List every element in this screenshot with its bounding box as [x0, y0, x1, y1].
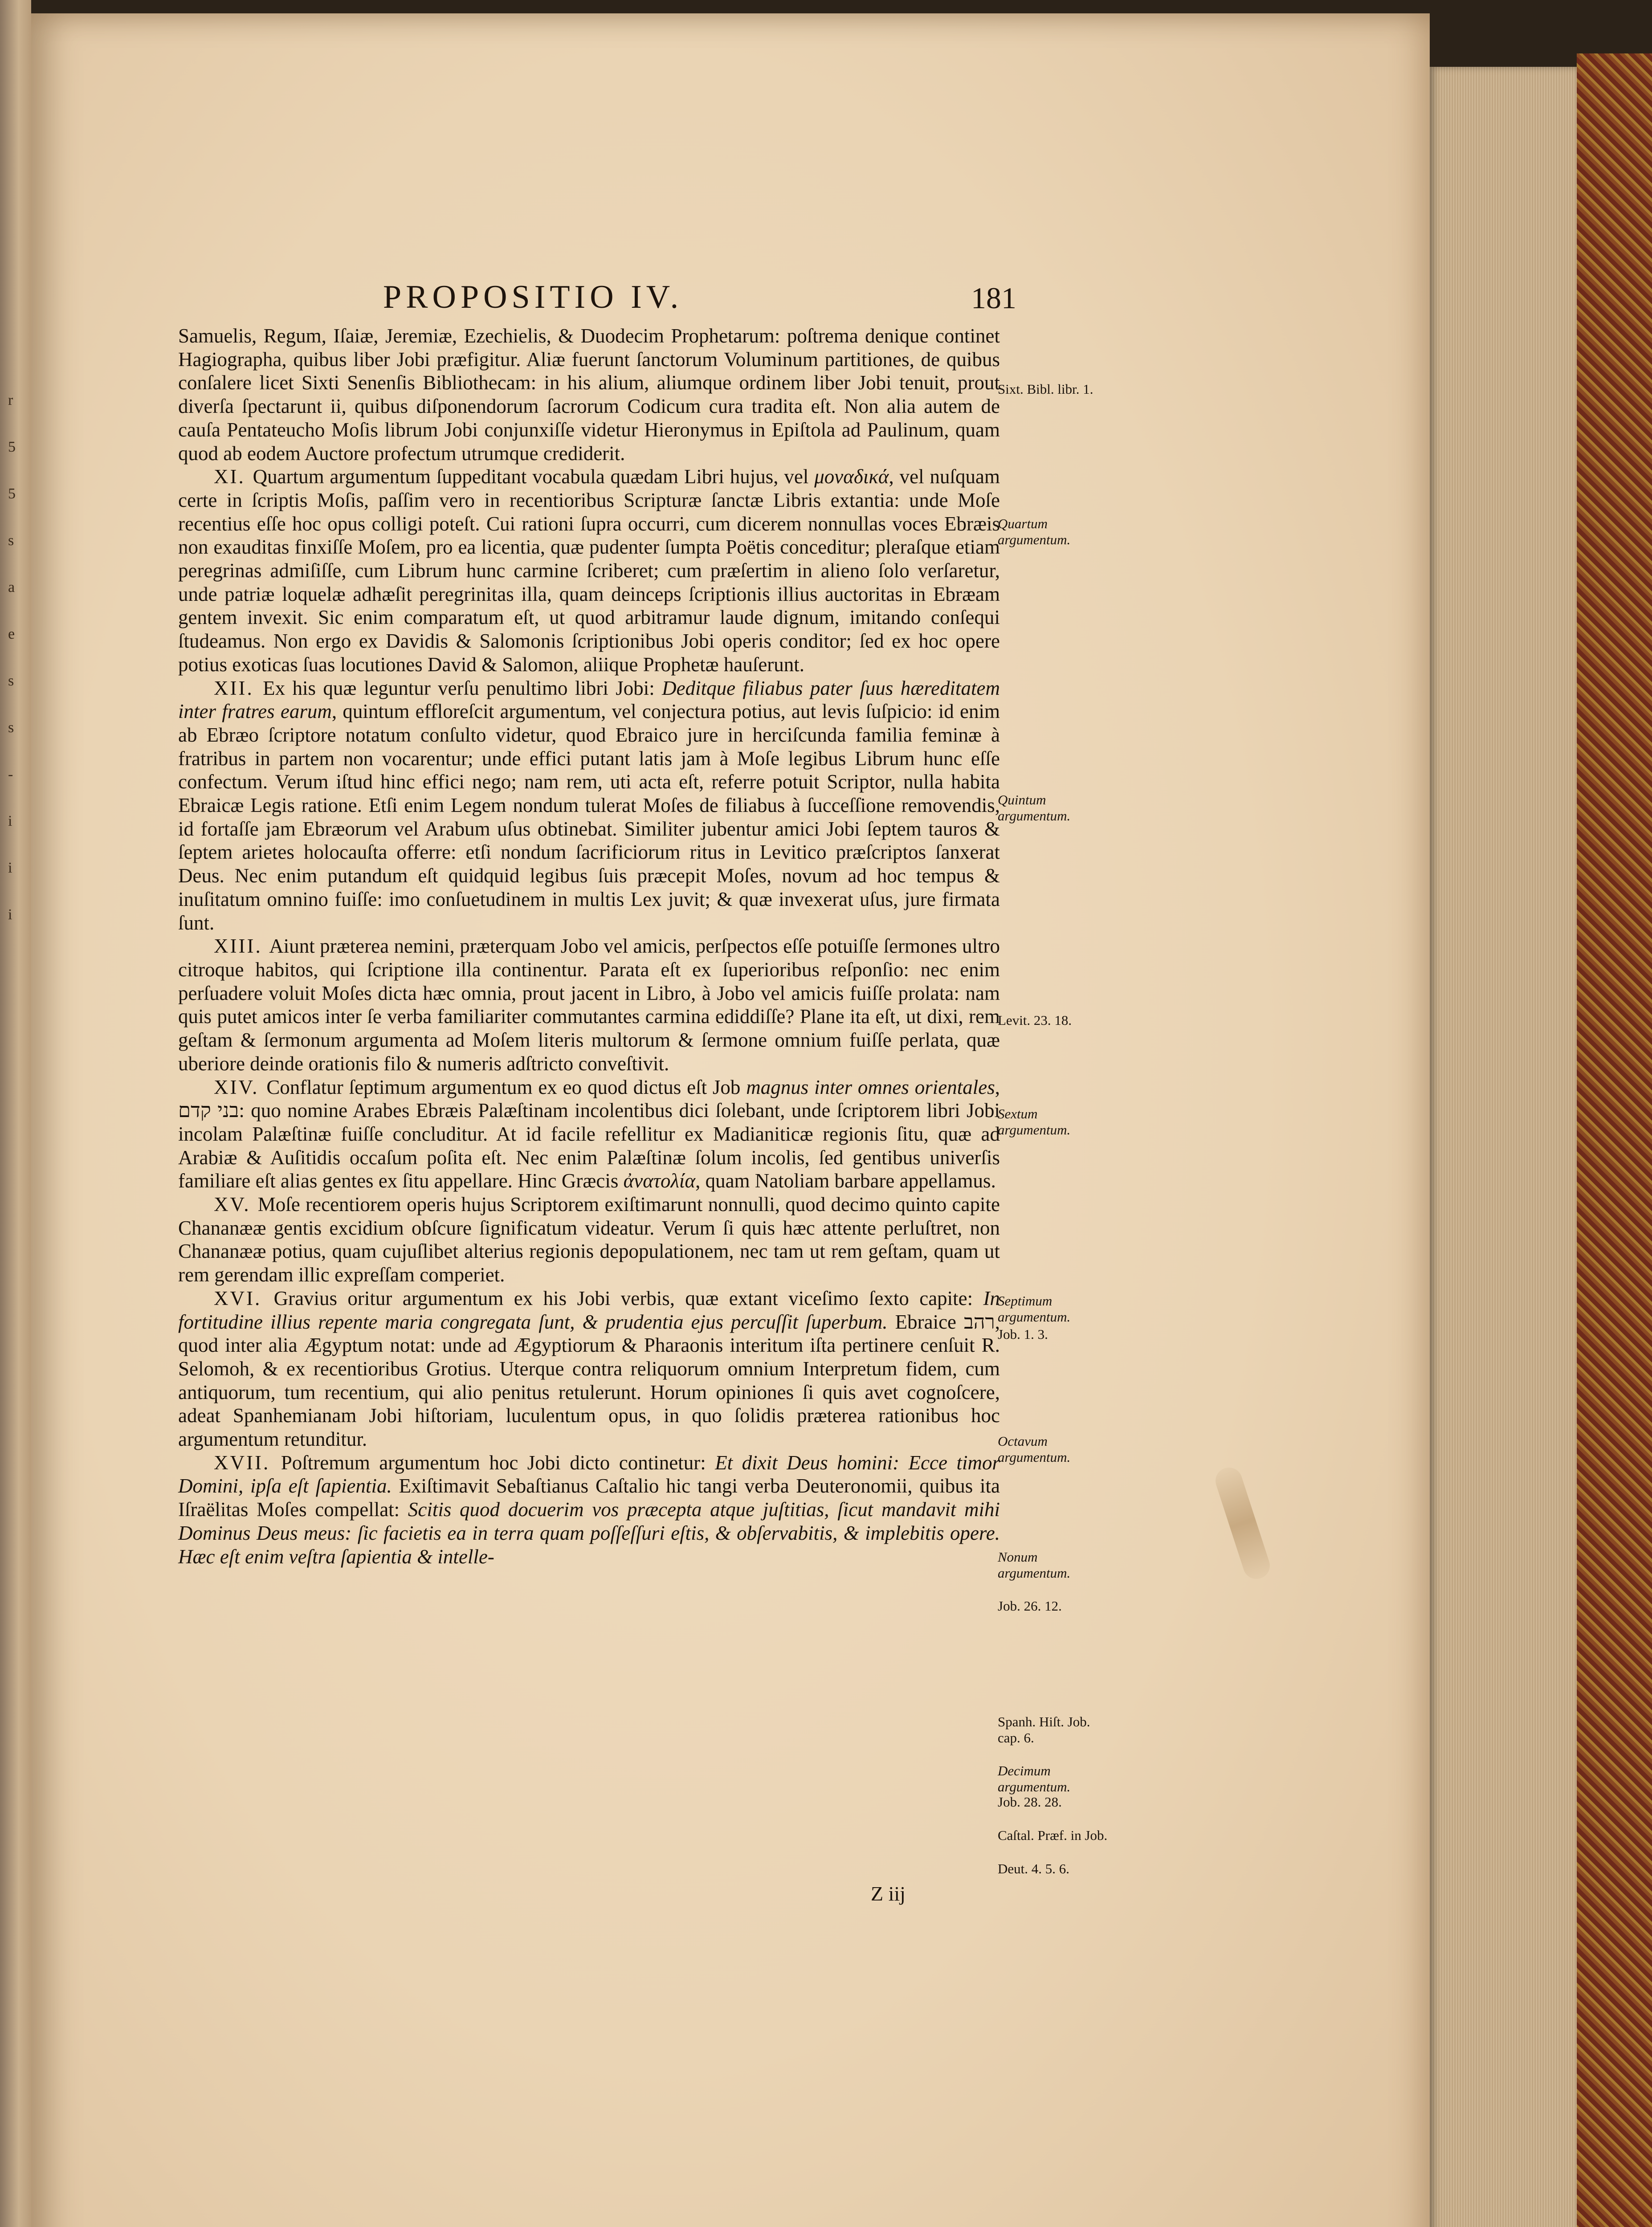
text-run: Moſe recentiorem operis hujus Scriptorem exiſtimarunt nonnulli, quod decimo quinto capite Chananææ gentis excidium obſcure ſignificatum videatur. Verum ſi quis hæc attente perluſtret, non Chananææ potius, quam cujuſlibet alterius regionis depopulationem, nec tam ut rem geſtam, quam ut rem gerendam illic expreſſam comperiet.: [178, 1193, 1000, 1286]
margin-note: [998, 1763, 1114, 1795]
margin-note-text: Sixt. Bibl. libr. 1.: [998, 381, 1093, 397]
margin-note: [998, 1714, 1114, 1746]
paragraph: [178, 465, 1000, 676]
paragraph: [178, 324, 1000, 465]
margin-note: [998, 1106, 1114, 1138]
margin-note: [998, 1827, 1114, 1844]
left-page-fragment: r: [8, 392, 13, 408]
left-page-fragment: -: [8, 766, 13, 783]
left-page-fragment: 5: [8, 485, 16, 502]
page-number: 181: [971, 281, 1016, 315]
margin-note: [998, 792, 1114, 824]
book-edge: [1430, 67, 1577, 2227]
paragraph-number: XII.: [214, 677, 263, 699]
margin-note-text: Job. 26. 12.: [998, 1598, 1062, 1614]
margin-note: [998, 1549, 1114, 1581]
paragraph-number: XV.: [214, 1193, 258, 1216]
margin-note-text: Quartum argumentum.: [998, 516, 1071, 547]
text-run: , quintum effloreſcit argumentum, vel conjectura potius, aut levis ſuſpicio: id enim ab Ebræo ſcriptore notatum conſulto videtur, quod Ebraico jure in herciſcunda familia feminæ à fratribus in partem non vocarentur; unde effici putant latis jam à Moſe legibus Librum hunc eſſe confectum. Verum iſtud hinc effici nego; nam rem, uti acta eſt, referre potuit Scriptor, nulla habita Ebraicæ Legis ratione. Etſi enim Legem nondum tulerat Moſes de filiabus à ſucceſſione removendis, id fortaſſe jam Ebræorum vel Arabum uſus obtinebat. Similiter jubentur amici Jobi ſeptem tauros & ſeptem arietes holocauſta offerre: etſi nondum ſacrificiorum ritus in Levitico præſcriptos ſanxerat Deus. Nec enim putandum eſt quidquid legibus ſuis præcepit Moſes, novum ad hoc tempus & inuſitatum omnino fuiſſe: imo conſuetudinem in multis Lex juvit; & quæ invexerat uſus, jure firmata ſunt.: [178, 700, 1000, 934]
margin-note: [998, 516, 1114, 548]
margin-note-text: Levit. 23. 18.: [998, 1012, 1072, 1028]
margin-note-text: Octavum argumentum.: [998, 1433, 1071, 1465]
left-page-fragment: s: [8, 532, 14, 549]
margin-note-text: Septimum argumentum.: [998, 1293, 1071, 1325]
body-text: [178, 324, 1000, 1568]
paragraph: [178, 1193, 1000, 1287]
margin-note: [998, 1433, 1114, 1465]
paragraph-number: XIII.: [214, 935, 269, 958]
text-run: Conflatur ſeptimum argumentum ex eo quod dictus eſt Job: [266, 1076, 746, 1098]
text-run: Exiſtimavit Sebaſtianus Caſtalio hic tangi verba Deuteronomii, quibus ita Iſraëlitas Moſes compellat:: [178, 1475, 1000, 1521]
running-head: PROPOSITIO IV.: [383, 279, 683, 315]
text-run: Quartum argumentum ſuppeditant vocabula quædam Libri hujus, vel: [253, 465, 815, 488]
margin-note-text: Sextum argumentum.: [998, 1106, 1071, 1138]
margin-note-text: Job. 28. 28.: [998, 1794, 1062, 1810]
left-page-fragment: 5: [8, 439, 16, 455]
signature-mark: Z iij: [871, 1882, 906, 1905]
left-page-fragment: i: [8, 813, 12, 829]
italic-text: In fortitudine illius repente maria congregata ſunt, & prudentia ejus percuſſit ſuperbum.: [178, 1287, 1000, 1333]
margin-note-text: Nonum argumentum.: [998, 1549, 1071, 1581]
margin-note-text: Caſtal. Præf. in Job.: [998, 1827, 1108, 1843]
margin-note: [998, 1794, 1114, 1810]
margin-note: [998, 1598, 1114, 1614]
paragraph: [178, 1287, 1000, 1451]
margin-note-text: Spanh. Hiſt. Job. cap. 6.: [998, 1714, 1090, 1746]
text-run: , quam Natoliam barbare appellamus.: [695, 1170, 996, 1192]
italic-text: ἀνατολία: [623, 1170, 696, 1192]
text-run: , vel nuſquam certe in ſcriptis Moſis, paſſim vero in recentioribus Scripturæ ſanctæ Libris extantia: unde Moſe recentius eſſe hoc opus colligi poteſt. Cui rationi ſupra occurri, cum dicerem nonnullas voces Ebræis non exauditas finxiſſe Moſem, pro ea licentia, quæ pudenter ſumpta Poëtis conceditur; pleraſque etiam peregrinas admiſiſſe, cum Librum hunc carmine ſcriberet; cum præſertim in alieno ſolo verſaretur, unde patriæ loquelæ adhæſit peregrinitas illa, quam deinceps ſcriptionis illius auctoritas in Ebræam gentem invexit. Sic enim comparatum eſt, ut quod arbitramur laude dignum, imitando conſequi ſtudeamus. Non ergo ex Davidis & Salomonis ſcriptionibus Jobi operis conditor; ſed ex hoc opere potius exoticas ſuas locutiones David & Salomon, aliique Prophetæ hauſerunt.: [178, 465, 1000, 676]
paragraph-number: XI.: [214, 465, 253, 488]
text-run: Samuelis, Regum, Iſaiæ, Jeremiæ, Ezechielis, & Duodecim Prophetarum: poſtrema denique continet Hagiographa, quibus liber Jobi præfigitur. Aliæ fuerunt ſanctorum Voluminum partitiones, de quibus conſalere licet Sixti Senenſis Bibliothecam: in his alium, aliumque ordinem liber Jobi tenuit, prout diverſa ſpectarunt ii, quibus diſponendorum ſacrorum Codicum cura tradita eſt. Non alia autem de cauſa Pentateucho Moſis librum Jobi conjunxiſſe videtur Hieronymus in Epiſtola ad Paulinum, quam quod ab eodem Auctore profectum utrumque crediderit.: [178, 325, 1000, 465]
margin-note: [998, 1861, 1114, 1877]
italic-text: μοναδικά: [814, 465, 889, 488]
margin-note-text: Quintum argumentum.: [998, 792, 1071, 824]
margin-note-text: Decimum argumentum.: [998, 1763, 1071, 1795]
left-page-fragment: e: [8, 626, 15, 642]
margin-note-text: Deut. 4. 5. 6.: [998, 1861, 1070, 1876]
paragraph-number: XIV.: [214, 1076, 267, 1098]
paragraph: [178, 934, 1000, 1075]
text-run: , בני קדם: quo nomine Arabes Ebræis Palæſtinam incolentibus dici ſolebant, unde ſcriptorem libri Jobi incolam Palæſtinæ fuiſſe concluditur. At id facile refellitur ex Madianiticæ regionis ſitu, quæ ad Arabiæ & Auſitidis occaſum poſita eſt. Nec enim Palæſtinæ ſolum incolis, ſed gentibus univerſis familiare eſt alias gentes ex ſitu appellare. Hinc Græcis: [178, 1076, 1000, 1192]
italic-text: Scitis quod docuerim vos præcepta atque juſtitias, ſicut mandavit mihi Dominus Deus meus: ſic facietis ea in terra quam poſſeſſuri eſtis, & obſervabitis, & implebitis opere. Hæc eſt enim veſtra ſapientia & intelle-: [178, 1498, 1000, 1568]
italic-text: Deditque filiabus pater ſuus hæreditatem inter fratres earum: [178, 677, 1000, 723]
left-page-fragment: i: [8, 860, 12, 876]
margin-note-text: Job. 1. 3.: [998, 1326, 1048, 1342]
text-run: Ex his quæ leguntur verſu penultimo libri Jobi:: [263, 677, 662, 699]
margin-note: [998, 381, 1114, 397]
left-page-edge: [0, 0, 31, 2227]
italic-text: Et dixit Deus homini: Ecce timor Domini, ipſa eſt ſapientia.: [178, 1451, 1000, 1497]
text-run: Aiunt præterea nemini, præterquam Jobo vel amicis, perſpectos eſſe potuiſſe ſermones ultro citroque habitos, qui ſcriptione illa continentur. Parata eſt ex ſuperioribus reſponſio: nec enim perſuadere voluit Moſes dicta hæc omnia, prout jacent in Libro, à Jobo vel amicis fuiſſe prolata: nam quis putet amicos inter ſe verba familiariter commutantes carmina ediddiſſe? Plane ita eſt, ut dixi, rem geſtam & ſermonum argumenta ad Moſem literis multorum & ſermone omnium fuiſſe perlata, quæ uberiore deinde orationis filo & numeris adſtricto conveſtivit.: [178, 935, 1000, 1075]
book-binding: [1577, 53, 1652, 2227]
left-page-fragment: s: [8, 719, 14, 736]
left-page-fragment: s: [8, 673, 14, 689]
margin-note: [998, 1012, 1114, 1028]
text-run: Ebraice רהב, quod inter alia Ægyptum notat: unde ad Ægyptiorum & Pharaonis interitum iſta pertinere cenſuit R. Selomoh, & ex recentioribus Grotius. Uterque contra reliquorum omnium Interpretum fidem, cum antiquorum, tum recentium, qui alio penitus retulerunt. Horum opiniones ſi quis avet cognoſcere, adeat Spanhemianam Jobi hiſtoriam, luculentum opus, in quo ſolidis præterea rationibus hoc argumentum retunditur.: [178, 1310, 1000, 1451]
left-page-fragment: a: [8, 579, 15, 595]
paragraph: [178, 1076, 1000, 1193]
text-run: Gravius oritur argumentum ex his Jobi verbis, quæ extant viceſimo ſexto capite:: [273, 1287, 983, 1309]
left-page-fragment: i: [8, 906, 12, 923]
text-run: Poſtremum argumentum hoc Jobi dicto continetur:: [281, 1451, 715, 1474]
paragraph: [178, 677, 1000, 935]
paragraph-number: XVI.: [214, 1287, 274, 1309]
margin-note: [998, 1293, 1114, 1325]
margin-note: [998, 1326, 1114, 1342]
paragraph-number: XVII.: [214, 1451, 281, 1474]
paragraph: [178, 1451, 1000, 1569]
italic-text: magnus inter omnes orientales: [746, 1076, 995, 1098]
